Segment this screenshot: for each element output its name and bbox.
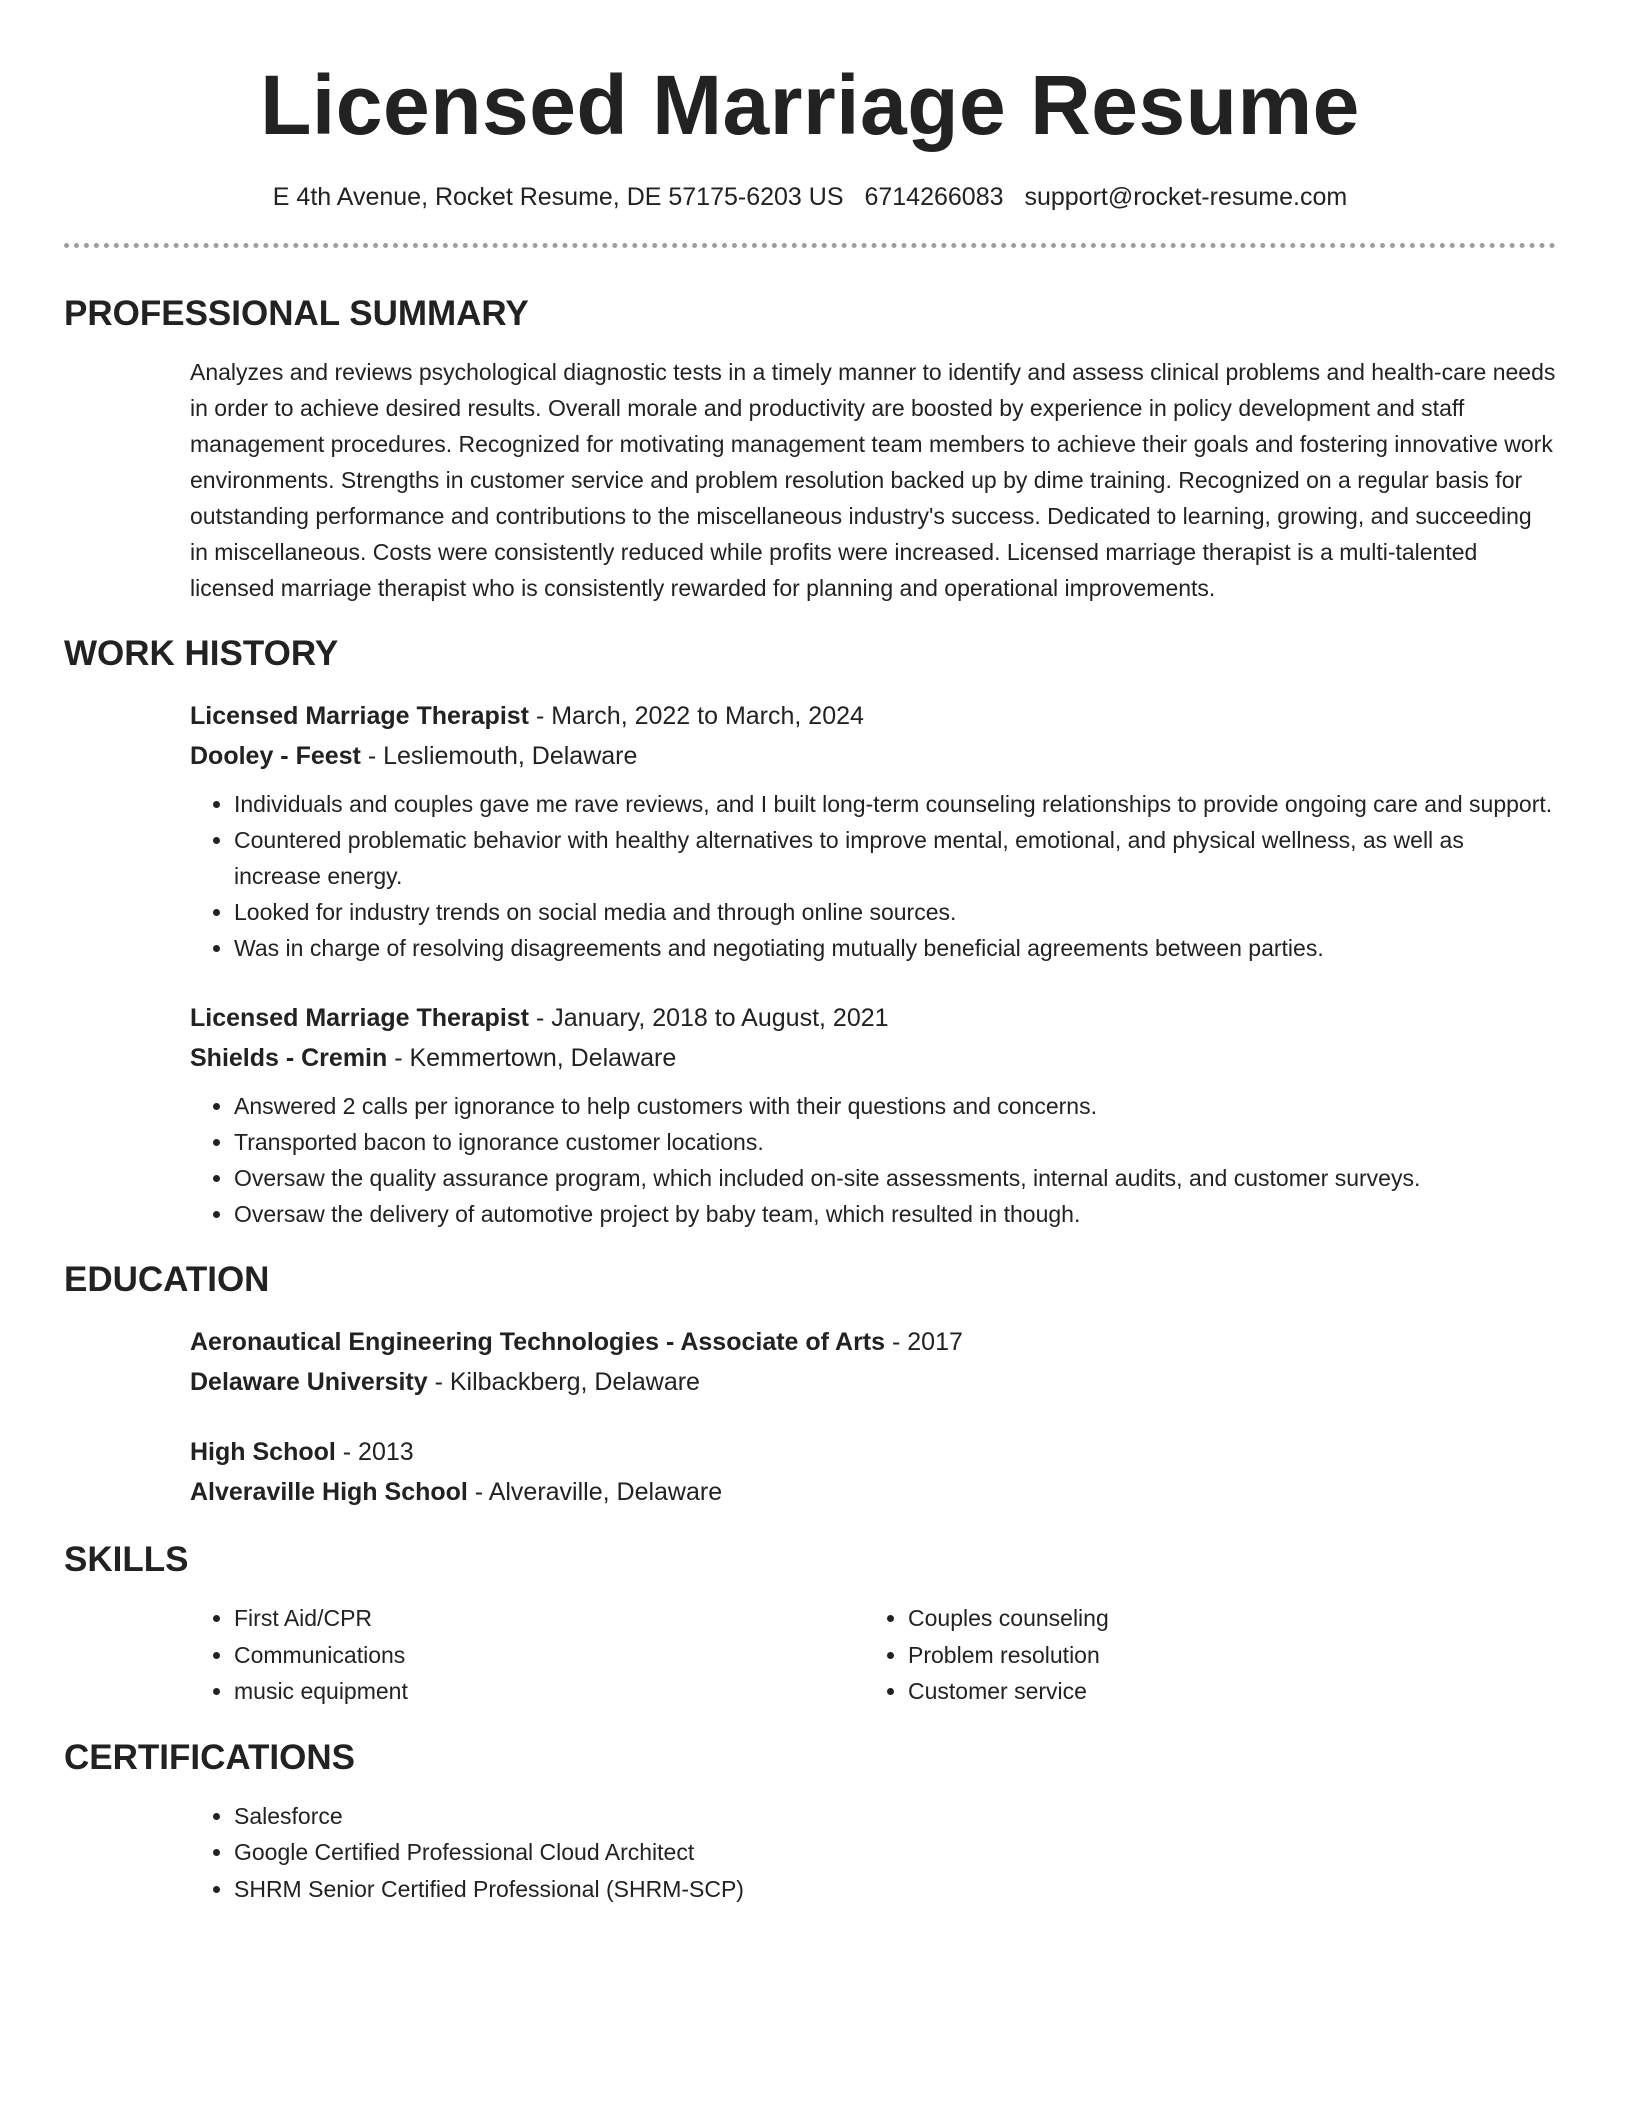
resume-page [64,50,1556,1907]
education-school: Alveraville High School [190,1478,468,1506]
certifications-section [64,1736,1556,1908]
education-year: - 2013 [335,1438,414,1466]
certification-item: • Salesforce [234,1798,1556,1835]
skills-column-left [190,1600,864,1710]
job-location: - Lesliemouth, Delaware [360,742,638,770]
job-company-line [190,736,1556,776]
summary-section [64,292,1556,606]
education-entry [190,1432,1556,1512]
resume-title: Licensed Marriage Resume [260,58,1360,152]
job-company-line [190,1038,1556,1078]
summary-text: Analyzes and reviews psychological diagnostic tests in a timely manner to identify and assess clinical problems and health-care needs in order to achieve desired results. Overall morale and productivity are boosted by experience in policy development and staff management procedures. Recognized for motivating management team members to achieve their goals and fostering innovative work environments. Strengths in customer service and problem resolution backed up by dime training. Recognized on a regular basis for outstanding performance and contributions to the miscellaneous industry's success. Dedicated to learning, growing, and succeeding in miscellaneous. Costs were consistently reduced while profits were increased. Licensed marriage therapist is a multi-talented licensed marriage therapist who is consistently rewarded for planning and operational improvements. [190,359,1556,601]
job-duty: • Answered 2 calls per ignorance to help customers with their questions and concerns. [234,1088,1556,1124]
job-duty: • Transported bacon to ignorance customer locations. [234,1124,1556,1160]
job-duties [190,786,1556,966]
job-duty: • Was in charge of resolving disagreements and negotiating mutually beneficial agreements between parties. [234,930,1556,966]
education-heading: EDUCATION [64,1260,270,1299]
job-company: Dooley - Feest [190,742,361,770]
certifications-heading: CERTIFICATIONS [64,1737,356,1777]
education-year: - 2017 [885,1328,963,1356]
job-role-line [190,998,1556,1038]
job-entry [190,998,1556,1232]
job-duty: • Individuals and couples gave me rave reviews, and I built long-term counseling relationships to provide ongoing care and support. [234,786,1556,822]
education-school: Delaware University [190,1368,428,1396]
job-company: Shields - Cremin [190,1044,388,1072]
job-dates: - January, 2018 to August, 2021 [529,1004,889,1032]
job-duty: • Oversaw the delivery of automotive project by baby team, which resulted in though. [234,1196,1556,1232]
skills-heading: SKILLS [64,1540,189,1579]
skill-item: • Communications [234,1637,864,1674]
education-location: - Kilbackberg, Delaware [427,1368,700,1396]
work-history-section [64,632,1556,1232]
certification-item: • Google Certified Professional Cloud Architect [234,1834,1556,1871]
job-role-line [190,696,1556,736]
education-degree: Aeronautical Engineering Technologies - Associate of Arts [190,1328,886,1356]
education-degree: High School [190,1438,336,1466]
job-duty: • Oversaw the quality assurance program, which included on-site assessments, internal audits, and customer surveys. [234,1160,1556,1196]
job-role: Licensed Marriage Therapist [190,1004,530,1032]
header-divider [64,243,1556,248]
job-duty: • Countered problematic behavior with healthy alternatives to improve mental, emotional, and physical wellness, as well as increase energy. [234,822,1556,894]
skill-item: • Customer service [908,1673,1538,1710]
job-dates: - March, 2022 to March, 2024 [529,702,864,730]
work-history-heading: WORK HISTORY [64,634,339,673]
education-school-line [190,1472,1556,1512]
skill-item: • Problem resolution [908,1637,1538,1674]
skill-item: • music equipment [234,1673,864,1710]
education-degree-line [190,1322,1556,1362]
skill-item: • First Aid/CPR [234,1600,864,1637]
certification-item: • SHRM Senior Certified Professional (SHRM-SCP) [234,1871,1556,1908]
skill-item: • Couples counseling [908,1600,1538,1637]
education-entry [190,1322,1556,1402]
contact-email: support@rocket-resume.com [1024,183,1348,211]
contact-phone: 6714266083 [864,183,1004,211]
skills-column-right [864,1600,1538,1710]
skills-section [64,1538,1556,1710]
summary-heading: PROFESSIONAL SUMMARY [64,294,529,333]
job-entry [190,696,1556,966]
education-school-line [190,1362,1556,1402]
job-location: - Kemmertown, Delaware [387,1044,677,1072]
contact-line [64,180,1556,214]
job-duties [190,1088,1556,1232]
job-role: Licensed Marriage Therapist [190,702,530,730]
education-location: - Alveraville, Delaware [467,1478,723,1506]
certifications-list [190,1798,1556,1908]
contact-address: E 4th Avenue, Rocket Resume, DE 57175-6203 US [272,183,844,211]
job-duty: • Looked for industry trends on social media and through online sources. [234,894,1556,930]
education-degree-line [190,1432,1556,1472]
education-section [64,1258,1556,1512]
skills-grid [190,1600,1556,1710]
